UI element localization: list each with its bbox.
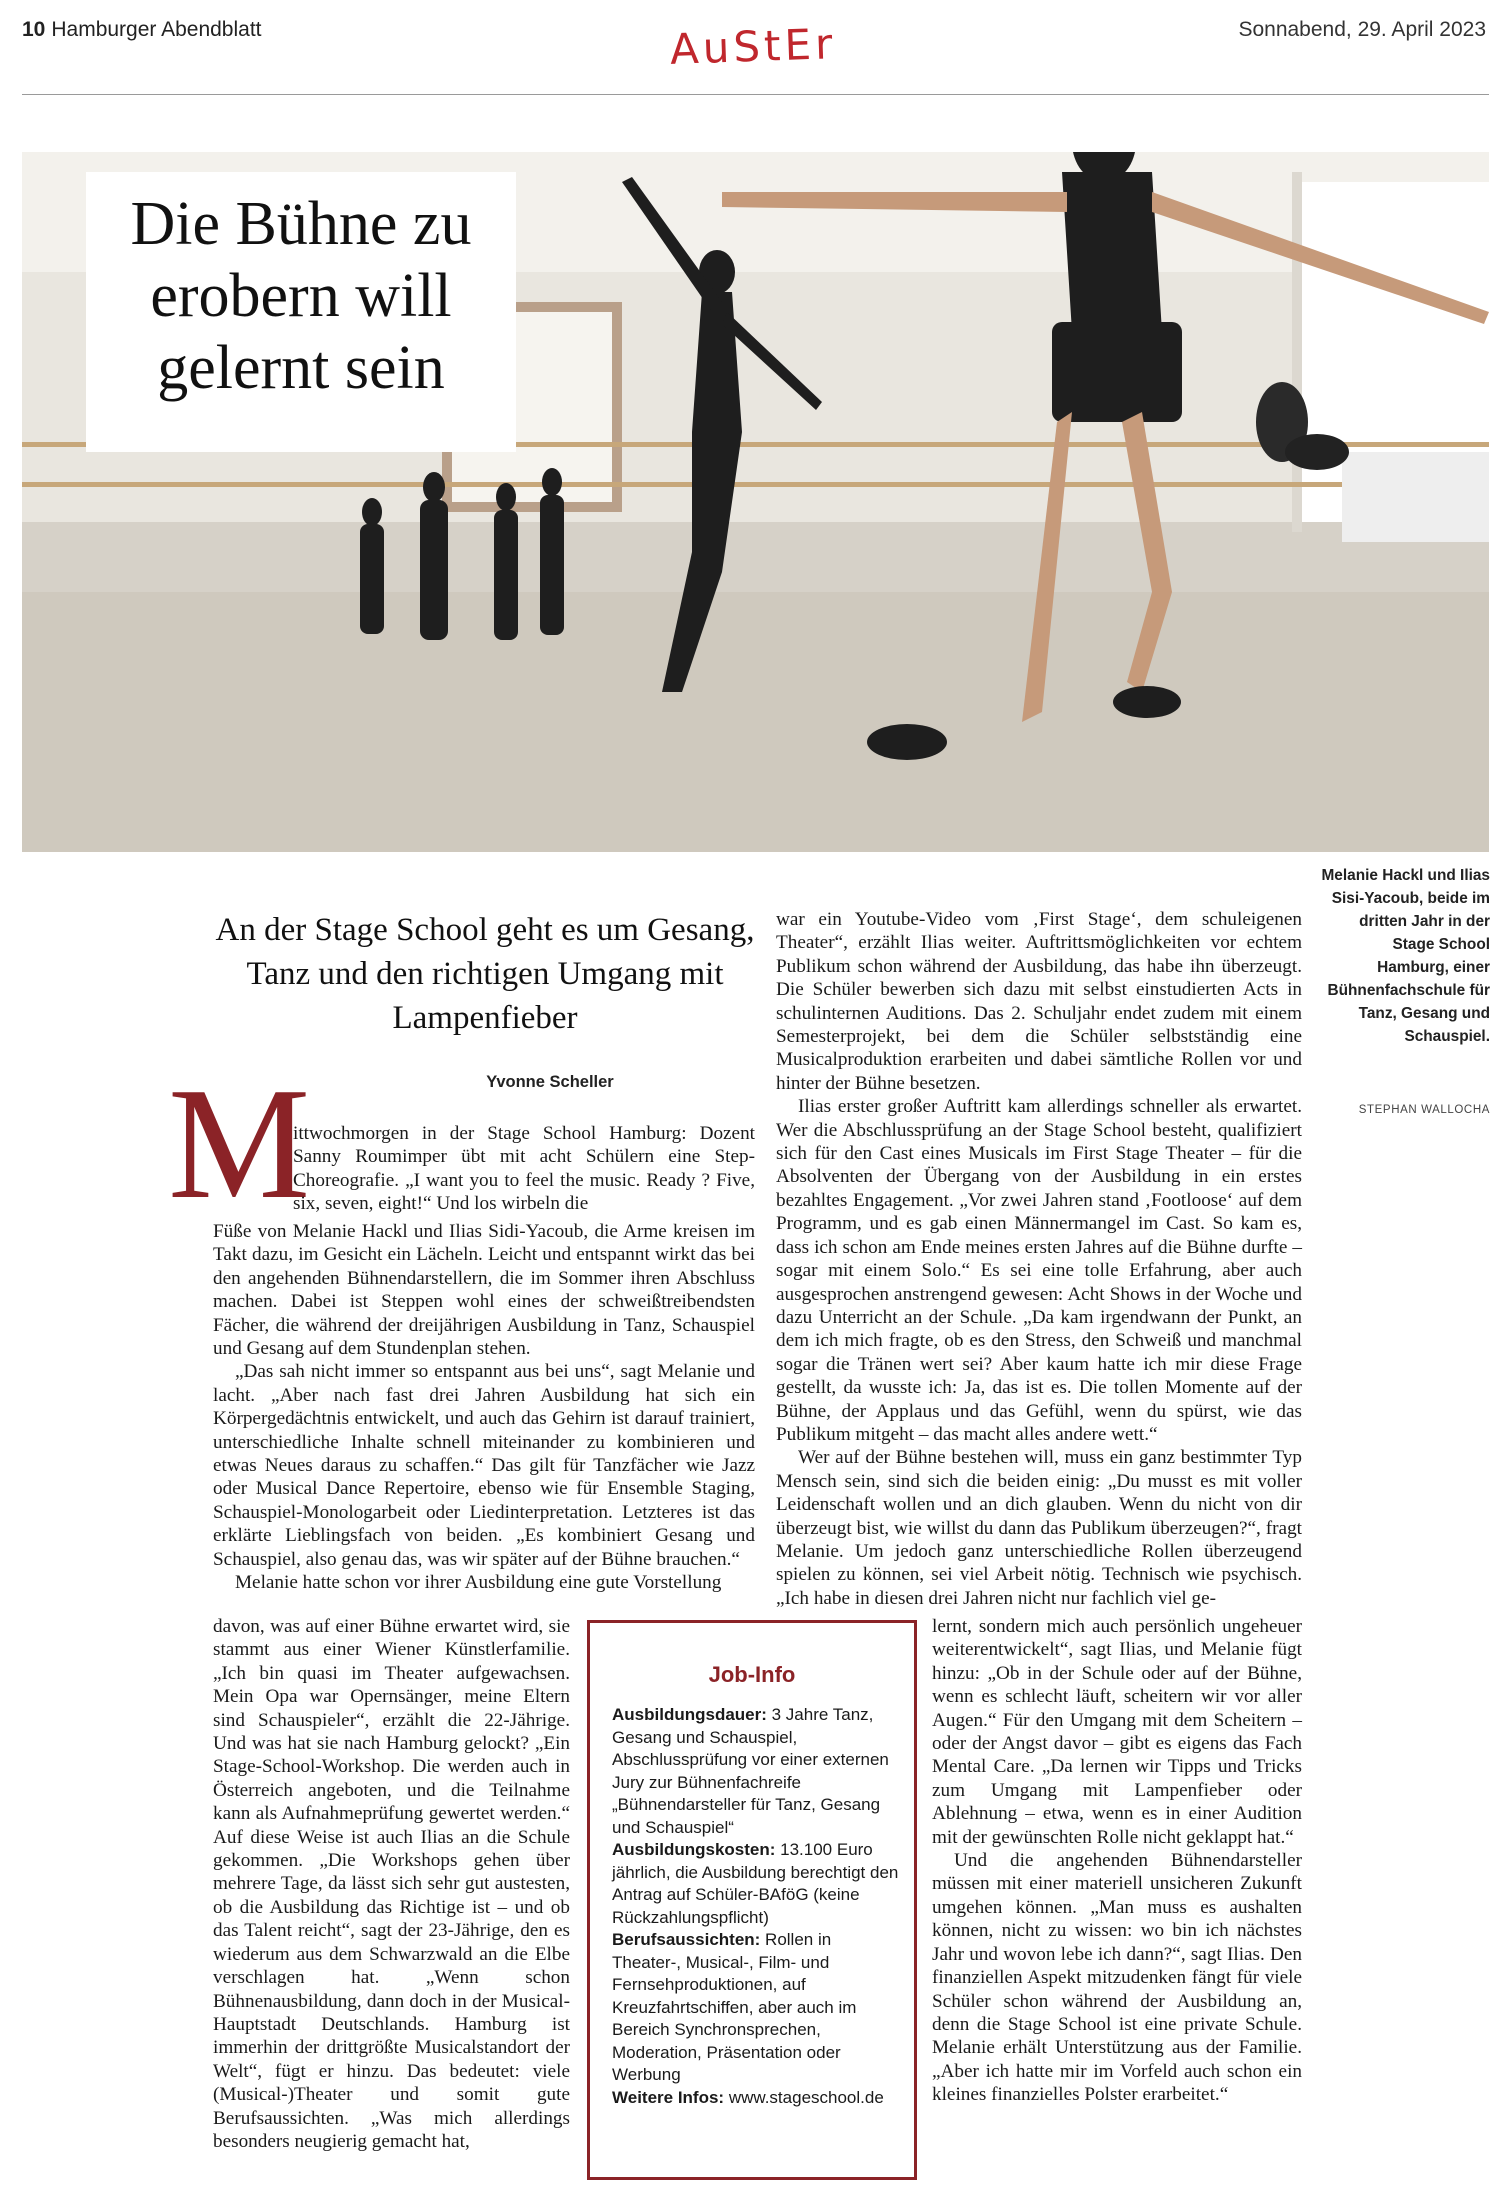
paragraph: Füße von Melanie Hackl und Ilias Sidi-Yacoub, die Arme kreisen im Takt dazu, im Gesicht ein Lächeln. Leicht und entspannt wirkt das bei den angehenden Bühnendarstellern, die im Sommer ihren Abschluss machen. Dabei ist Steppen wohl eines der schweißtreibendsten Fächer, die während der dreijährigen Ausbildung in Tanz, Schauspiel und Gesang auf dem Stundenplan stehen.: [213, 1221, 755, 1360]
section-rubric: AuStEr: [669, 19, 838, 74]
paragraph: Wer auf der Bühne bestehen will, muss ein ganz bestimmter Typ Mensch sein, sind sich die beiden einig: „Du musst es mit voller Leidenschaft wollen und an dich glauben. Wenn du nicht von dir überzeugt bist, wie willst du dann das Publikum überzeugen?“, fragt Melanie. Um jedoch ganz unterschiedliche Rollen überzeugend spielen zu können, sei viel Arbeit nötig. Technisch wie psychisch. „Ich habe in diesen drei Jahren nicht nur fachlich viel ge-: [776, 1447, 1302, 1609]
paragraph: „Das sah nicht immer so entspannt aus bei uns“, sagt Melanie und lacht. „Aber nach fast drei Jahren Ausbildung hat sich ein Körpergedächtnis entwickelt, und auch das Gehirn ist darauf trainiert, unterschiedliche Inhalte schnell miteinander zu kombinieren und etwas Neues daraus zu schaffen.“ Das gilt für Tanzfächer wie Jazz oder Musical Dance Repertoire, ebenso wie für Ensemble Staging, Schauspiel-Monologarbeit oder Liedinterpretation. Letzteres ist das erklärte Lieblingsfach von beiden. „Es kombiniert Gesang und Schauspiel, also genau das, was wir später auf der Bühne brauchen.“: [213, 1361, 755, 1570]
job-info-link[interactable]: www.stageschool.de: [724, 2087, 884, 2107]
paragraph: war ein Youtube-Video vom ‚First Stage‘, dem schuleigenen Theater“, erzählt Ilias weiter. Auftrittsmöglichkeiten vor echtem Publikum schon während der Ausbildung, das habe ihn überzeugt. Die Schüler bewerben sich dazu mit selbst einstudierten Acts in schulinternen Auditions. Das 2. Schuljahr endet zudem mit einem Semesterprojekt, bei dem die Schüler selbstständig eine Musicalproduktion erarbeiten und dabei sämtliche Rollen vor und hinter der Bühne besetzen.: [776, 909, 1302, 1094]
job-info-item: [612, 1704, 902, 1839]
photo-credit: STEPHAN WALLOCHA: [1358, 1104, 1490, 1116]
job-info-item: [612, 1929, 902, 2087]
header-divider: [22, 94, 1489, 95]
job-info-body: [612, 1704, 902, 2109]
body-column-1-bottom: [213, 1615, 570, 2153]
paragraph: Ilias erster großer Auftritt kam allerdings schneller als erwartet. Wer die Abschlussprüfung an der Stage School besteht, qualifiziert sich für den Cast eines Musicals im First Stage Theater – für die Absolventen der Übergang von der Ausbildung in ein erstes bezahltes Engagement. „Vor zwei Jahren stand ‚Footloose‘ auf dem Programm, und es gab einen Männermangel im Cast. So kam es, dass ich schon am Ende meines ersten Jahres auf die Bühne durfte – sogar mit einem Solo.“ Es sei eine tolle Erfahrung, aber auch ausgesprochen anstrengend gewesen: Acht Shows in der Woche und dazu Unterricht an der Schule. „Da kam irgendwann der Punkt, an dem ich mich fragte, ob es den Stress, den Schweiß und manchmal sogar die Tränen wert sei? Aber kaum hatte ich mir diese Frage gestellt, da wusste ich: Ja, das ist es. Die tollen Momente auf der Bühne, der Applaus und das Gefühl, wenn du spürst, wie das Publikum mitgeht – das macht alles andere wett.“: [776, 1096, 1302, 1445]
job-info-label: Ausbildungsdauer:: [612, 1705, 767, 1724]
paragraph: davon, was auf einer Bühne erwartet wird, sie stammt aus einer Wiener Künstlerfamilie. „Ich bin quasi im Theater aufgewachsen. Mein Opa war Opernsänger, meine Eltern sind Schauspieler“, erzählt die 22-Jährige. Und was hat sie nach Hamburg gelockt? „Ein Stage-School-Workshop. Die werden auch in Österreich angeboten, und die Teilnahme kann als Aufnahmeprüfung gewertet werden.“ Auf diese Weise ist auch Ilias an die Schule gekommen. „Die Workshops gehen über mehrere Tage, da lässt sich sehr gut austesten, ob die Ausbildung das Richtige ist – und ob das Talent reicht“, sagt der 23-Jährige, den es wiederum aus dem Schwarzwald an die Elbe verschlagen hat. „Wenn schon Bühnenausbildung, dann doch in der Musical-Hauptstadt Deutschlands. Hamburg ist immerhin der drittgrößte Musicalstandort der Welt“, fügt er hinzu. Das bedeutet: viele (Musical-)Theater und somit gute Berufsaussichten. „Was mich allerdings besonders neugierig gemacht hat,: [213, 1616, 570, 2152]
newspaper-name: Hamburger Abendblatt: [51, 18, 262, 41]
body-column-2-top: [776, 908, 1302, 1610]
photo-caption: Melanie Hackl und Ilias Sisi-Yacoub, beide im dritten Jahr in der Stage School Hamburg, einer Bühnenfachschule für Tanz, Gesang und Schauspiel.: [1321, 867, 1490, 1045]
issue-date: Sonnabend, 29. April 2023: [1238, 18, 1486, 41]
job-info-title: Job-Info: [708, 1662, 796, 1687]
job-info-text: 13.100 Euro jährlich, die Ausbildung berechtigt den Antrag auf Schüler-BAföG (keine Rückzahlungspflicht): [612, 1840, 899, 1927]
paragraph: Und die angehenden Bühnendarsteller müssen mit einer materiell unsicheren Zukunft umgehen können. „Man muss es aushalten können, nicht zu wissen: wo bin ich nächstes Jahr und wovon lebe ich dann?“, sagt Ilias. Den finanziellen Aspekt mitzudenken fängt für viele Schüler schon während der Ausbildung an, denn die Stage School ist eine private Schule. Melanie erhält Unterstützung aus der Familie. „Aber ich hatte mir im Vorfeld auch schon ein kleines finanzielles Polster erarbeitet.“: [932, 1850, 1302, 2106]
drop-cap: M: [168, 1054, 311, 1232]
job-info-item: [612, 2087, 902, 2110]
job-info-item: [612, 1839, 902, 1929]
job-info-label: Weitere Infos:: [612, 2087, 725, 2107]
body-column-1-middle: [213, 1220, 755, 1595]
author-byline: Yvonne Scheller: [486, 1073, 614, 1091]
body-column-2-bottom: [932, 1615, 1302, 2107]
job-info-text: 3 Jahre Tanz, Gesang und Schauspiel, Abschlussprüfung vor einer externen Jury zur Bühnenfachreife „Bühnendarsteller für Tanz, Gesang und Schauspiel“: [612, 1705, 889, 1837]
page-header-left: [22, 18, 262, 42]
job-info-label: Ausbildungskosten:: [612, 1840, 776, 1859]
paragraph: lernt, sondern mich auch persönlich ungeheuer weiterentwickelt“, sagt Ilias, und Melanie fügt hinzu: „Ob in der Schule oder auf der Bühne, wenn es schlecht läuft, scheitern wir vor aller Augen.“ Für den Umgang mit dem Scheitern – oder der Angst davor – gibt es eigens das Fach Mental Care. „Da lernen wir Tipps und Tricks zum Umgang mit Lampenfieber oder Ablehnung – etwa, wenn es in einer Audition mit der gewünschten Rolle nicht geklappt hat.“: [932, 1616, 1302, 1848]
headline: Die Bühne zu erobern will gelernt sein: [130, 190, 472, 402]
article-intro: An der Stage School geht es um Gesang, Tanz und den richtigen Umgang mit Lampenfieber: [215, 912, 755, 1036]
page-number: 10: [22, 18, 46, 41]
job-info-label: Berufsaussichten:: [612, 1930, 761, 1949]
paragraph: Melanie hatte schon vor ihrer Ausbildung eine gute Vorstellung: [235, 1572, 722, 1594]
paragraph: ittwochmorgen in der Stage School Hamburg: Dozent Sanny Roumimper übt mit acht Schülern eine Step-Choreografie. „I want you to feel the music. Ready ? Five, six, seven, eight!“ Und los wirbeln die: [293, 1123, 755, 1215]
body-column-1-top: [293, 1122, 755, 1216]
job-info-text: Rollen in Theater-, Musical-, Film- und Fernsehproduktionen, auf Kreuzfahrtschiffen, aber auch im Bereich Synchronsprechen, Moderation, Präsentation oder Werbung: [612, 1930, 857, 2084]
